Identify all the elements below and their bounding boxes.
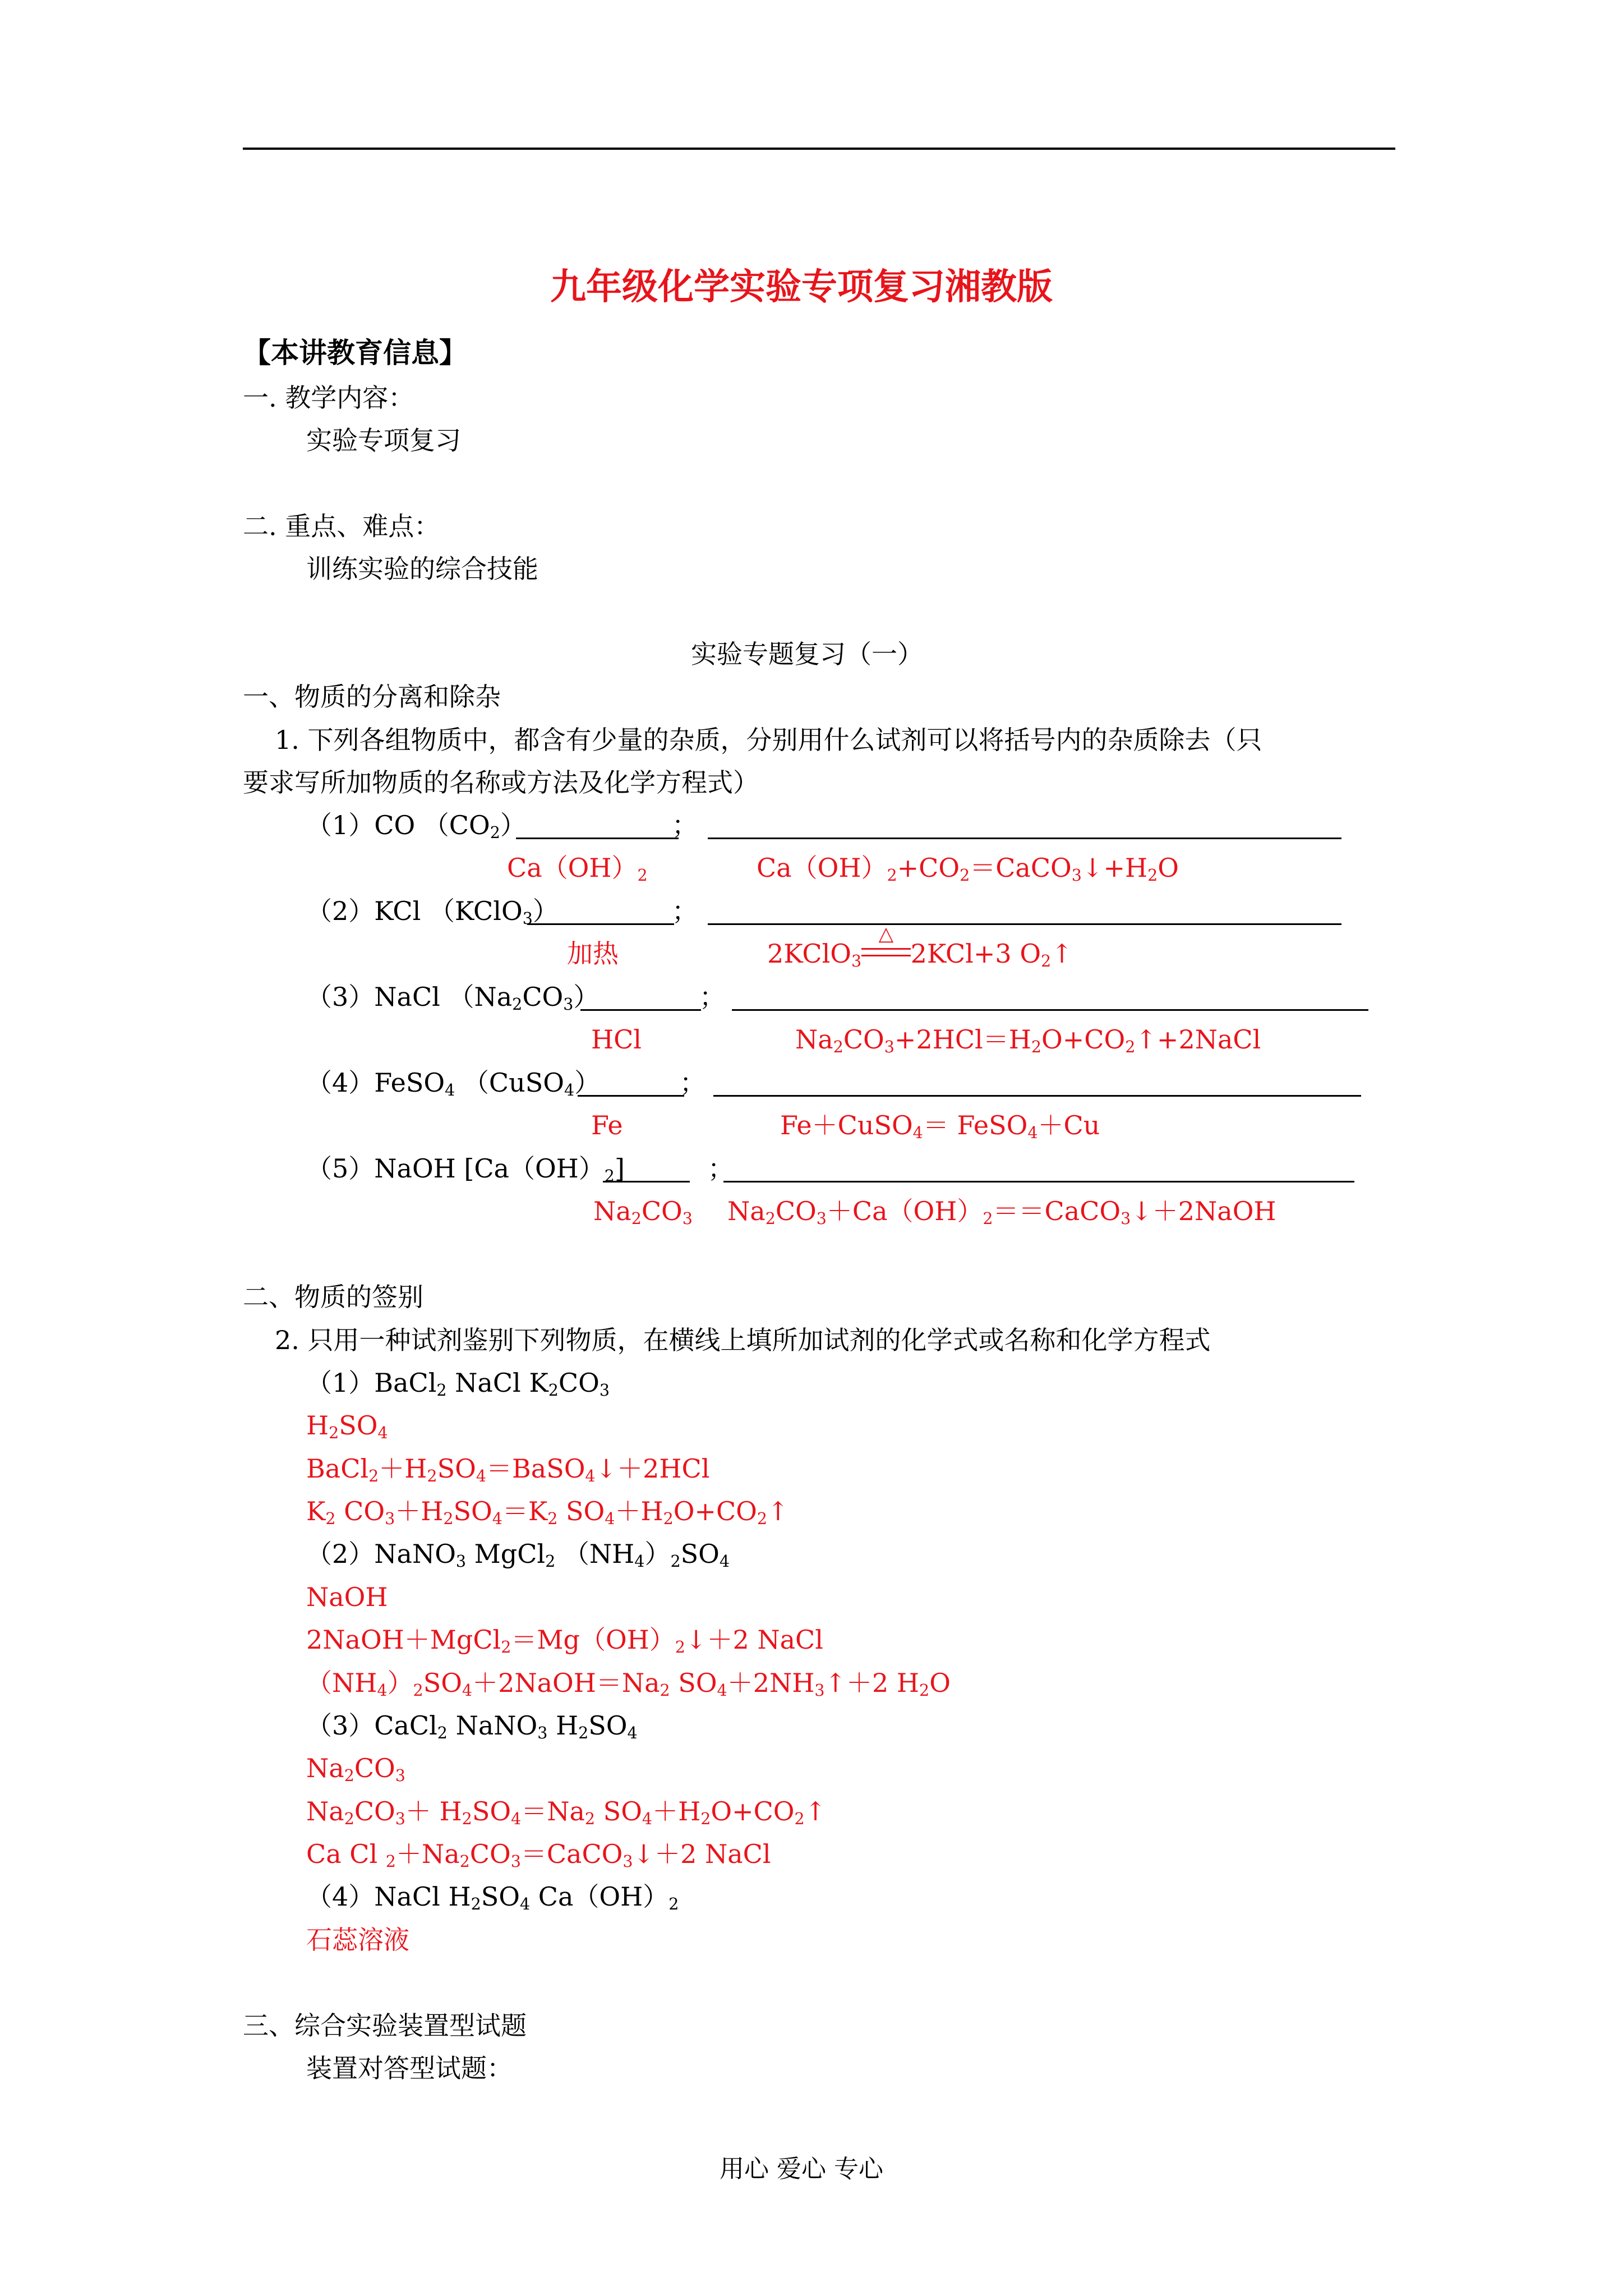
section3-heading: 三、综合实验装置型试题 — [243, 2010, 527, 2041]
item1-question: （1）CO $(CO_2)$ — [306, 810, 526, 843]
heat-triangle: △ — [878, 922, 894, 945]
page-title: 九年级化学实验专项复习湘教版 — [550, 266, 1053, 308]
group4-reagent: 石蕊溶液 — [306, 1925, 409, 1955]
item4-equation-answer: Fe＋CuSO$_4$＝ FeSO$_4$＋Cu — [780, 1110, 1100, 1143]
group3-equation-1: $Na_2CO_3+ H_2SO_4=Na_2$ $SO_4+H_2O+CO_2↑$ — [306, 1796, 827, 1829]
review-title: 实验专题复习（一） — [691, 639, 923, 669]
item3-equation-answer: $Na_2CO_3+2HCl=H_2O+CO_2↑+2NaCl$ — [795, 1024, 1261, 1057]
section2-question: 2. 只用一种试剂鉴别下列物质，在横线上填所加试剂的化学式或名称和化学方程式 — [275, 1325, 1211, 1355]
group3-question: （3）CaCl$_2$ NaNO$_3$ $H_2SO_4$ — [306, 1710, 638, 1743]
section2-heading: 二、物质的签别 — [243, 1282, 423, 1312]
item2-equation-left: 2KClO$_3$ — [767, 938, 862, 971]
item2-equation-answer — [767, 922, 1073, 971]
item4-semicolon: ； — [680, 1068, 706, 1098]
section3-sub: 装置对答型试题： — [306, 2053, 513, 2083]
item2-reagent-blank — [527, 923, 674, 925]
item4-equation-blank — [713, 1095, 1361, 1097]
key-points-label: 二. 重点、难点： — [243, 511, 440, 541]
heat-condition-sign — [861, 922, 910, 967]
item2-equation-blank — [708, 923, 1341, 925]
item4-reagent-blank — [578, 1095, 684, 1097]
item5-reagent-answer: $Na_2CO_3$ — [593, 1196, 693, 1228]
group1-reagent: $H_2SO_4$ — [306, 1410, 388, 1443]
group4-question: （4）NaCl $H_2SO_4$ $Ca(OH)_2$ — [306, 1881, 679, 1914]
item3-equation-blank — [732, 1009, 1368, 1011]
item2-semicolon: ； — [672, 896, 698, 926]
group1-question: （1）BaCl$_2$ NaCl $K_2CO_3$ — [306, 1368, 610, 1400]
item3-semicolon: ； — [699, 982, 725, 1012]
group2-reagent: NaOH — [306, 1582, 388, 1612]
info-header: 【本讲教育信息】 — [243, 336, 467, 369]
group1-equation-1: $BaCl_2+H_2SO_4=BaSO_4↓+2HCl$ — [306, 1453, 710, 1486]
item3-reagent-blank — [580, 1009, 701, 1011]
header-rule — [243, 148, 1395, 150]
teaching-content-label: 一. 教学内容： — [243, 383, 414, 413]
group1-equation-2: $K_2$ $CO_3+H_2SO_4=K_2$ $SO_4+H_2O+CO_2↑$ — [306, 1496, 789, 1529]
group2-equation-1: $2NaOH+MgCl_2=Mg(OH)_2↓+2$ NaCl — [306, 1625, 823, 1657]
item1-reagent-answer: $Ca(OH)_2$ — [507, 853, 648, 885]
item1-reagent-blank — [516, 838, 679, 839]
item2-reagent-answer: 加热 — [567, 938, 619, 969]
item3-reagent-answer: HCl — [591, 1024, 642, 1055]
section1-question-line1: 1. 下列各组物质中，都含有少量的杂质，分别用什么试剂可以将括号内的杂质除去（只 — [275, 725, 1262, 755]
item4-reagent-answer: Fe — [591, 1110, 623, 1140]
group2-equation-2: $(NH_4)_2SO_4+2NaOH=Na_2$ $SO_4+2NH_3↑+2$ $H_2O$ — [306, 1668, 951, 1700]
item1-semicolon: ； — [672, 810, 698, 840]
item5-equation-answer: $Na_2CO_3+Ca(OH)_2==CaCO_3↓+2NaOH$ — [727, 1196, 1276, 1228]
item2-equation-right: 2KCl+3 $O_2↑$ — [910, 938, 1073, 971]
teaching-content-text: 实验专项复习 — [306, 425, 461, 455]
item5-equation-blank — [723, 1181, 1354, 1182]
item3-question: （3）NaCl $(Na_2CO_3)$ — [306, 982, 600, 1014]
group2-question: （2）NaNO$_3$ MgCl$_2$ $(NH_4)_2SO_4$ — [306, 1539, 730, 1571]
item2-question: （2）KCl （KClO$_3$） — [306, 896, 559, 928]
page-footer: 用心 爱心 专心 — [720, 2155, 883, 2183]
item5-semicolon: ； — [708, 1153, 734, 1184]
item5-question: （5）NaOH $[Ca(OH)_2]$ — [306, 1153, 625, 1186]
section1-question-line2: 要求写所加物质的名称或方法及化学方程式） — [243, 767, 759, 798]
key-points-text: 训练实验的综合技能 — [306, 554, 538, 584]
item4-question: （4）FeSO$_4$ （CuSO$_4$） — [306, 1068, 601, 1100]
group3-reagent: $Na_2CO_3$ — [306, 1753, 405, 1786]
item5-reagent-blank — [603, 1181, 690, 1182]
group3-equation-2: Ca Cl $_2+Na_2CO_3=CaCO_3↓+2$ NaCl — [306, 1839, 771, 1871]
item1-equation-answer: $Ca(OH)_2+CO_2=CaCO_3↓+H_2O$ — [757, 853, 1179, 885]
section1-heading: 一、物质的分离和除杂 — [243, 682, 501, 712]
item1-equation-blank — [708, 838, 1341, 839]
